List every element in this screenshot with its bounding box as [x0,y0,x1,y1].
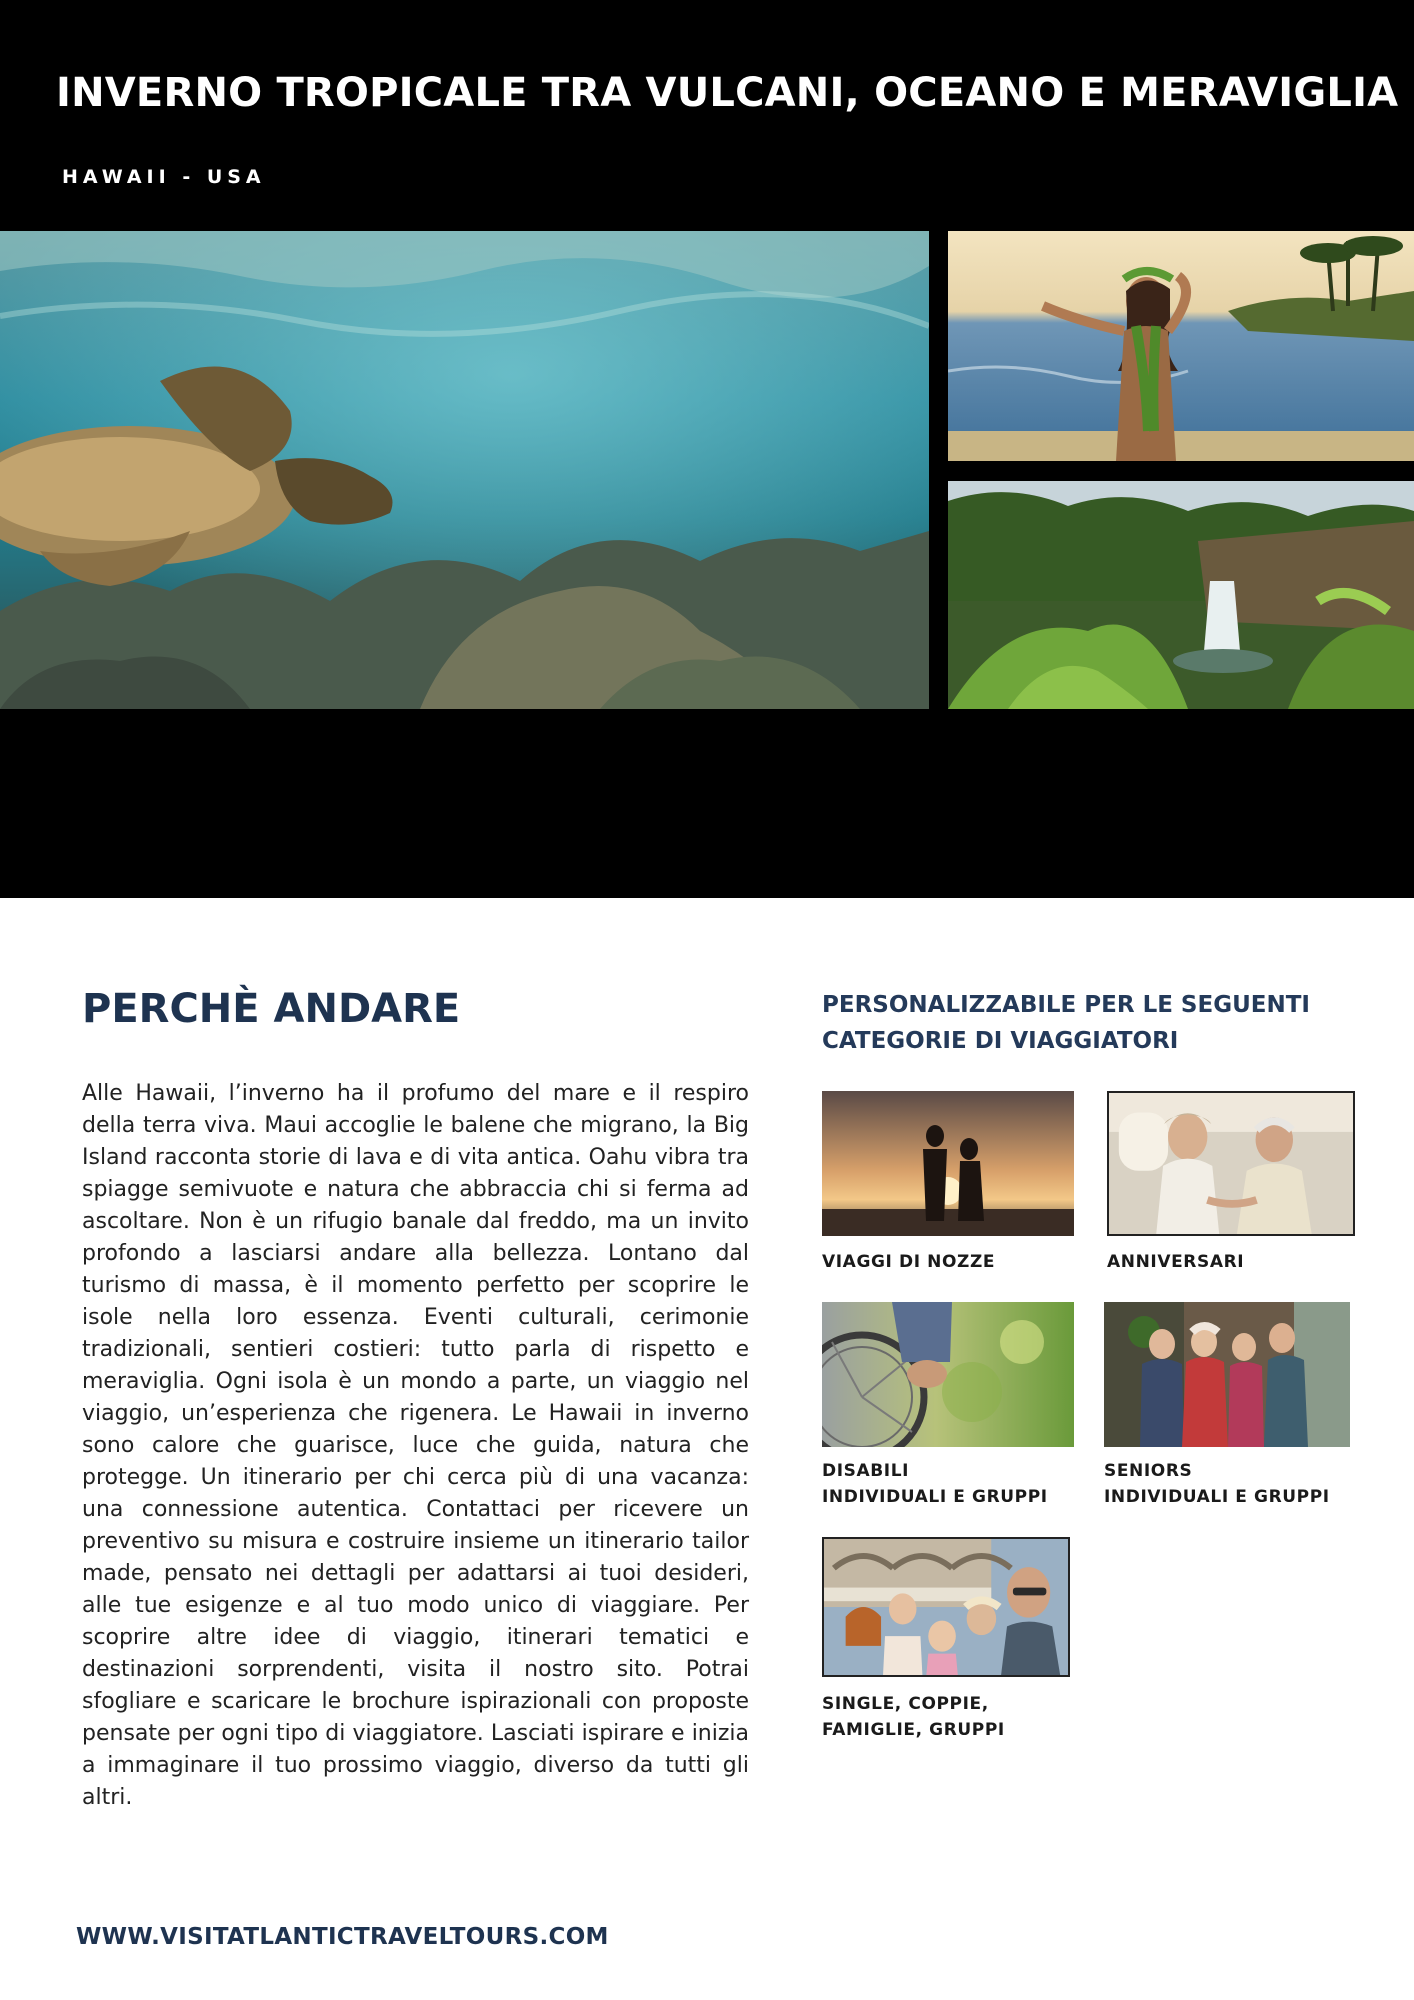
category-singles-families [822,1537,1070,1740]
category-sublabel: INDIVIDUALI E GRUPPI [822,1487,1048,1507]
category-label: ANNIVERSARI [1107,1252,1245,1272]
categories-heading-line1: PERSONALIZZABILE PER LE SEGUENTI [822,992,1310,1018]
category-seniors [1104,1302,1350,1507]
honeymoon-photo [822,1091,1074,1236]
anniversaries-photo [1107,1091,1355,1236]
category-label: DISABILI [822,1461,910,1481]
destination-subtitle: HAWAII - USA [62,166,266,188]
website-link[interactable]: WWW.VISITATLANTICTRAVELTOURS.COM [76,1924,609,1950]
why-go-description: Alle Hawaii, l’inverno ha il profumo del mare e il respiro della terra viva. Maui accoglie le balene che migrano, la Big Island racconta storie di lava e di vita antica. Oahu vibra tra spiagge semivuote e natura che abbraccia chi si ferma ad ascoltare. Non è un rifugio banale dal freddo, ma un invito profondo a lasciarsi andare alla bellezza. Lontano dal turismo di massa, è il momento perfetto per scoprire le isole nella loro essenza. Eventi culturali, cerimonie tradizionali, sentieri costieri: tutto parla di rispetto e meraviglia. Ogni isola è un mondo a parte, un viaggio nel viaggio, un’esperienza che rigenera. Le Hawaii in inverno sono calore che guarisce, luce che guida, natura che protegge. Un itinerario per chi cerca più di una vacanza: una connessione autentica. Contattaci per ricevere un preventivo su misura e costruire insieme un itinerario tailor made, pensato nei dettagli per adattarsi ai tuoi desideri, alle tue esigenze e al tuo modo unico di viaggiare. Per scoprire altre idee di viaggio, itinerari tematici e destinazioni sorprendenti, visita il nostro sito. Potrai sfogliare e scaricare le brochure ispirazionali con proposte pensate per ogni tipo di viaggiatore. Lasciati ispirare e inizia a immaginare il tuo prossimo viaggio, diverso da tutti gli altri. [82,1081,749,1810]
category-honeymoon [822,1091,1074,1272]
category-label: SENIORS [1104,1461,1193,1481]
why-go-heading: PERCHÈ ANDARE [82,986,461,1032]
page-title: INVERNO TROPICALE TRA VULCANI, OCEANO E MERAVIGLIA [56,70,1399,116]
waterfall-photo [948,481,1414,709]
category-sublabel: FAMIGLIE, GRUPPI [822,1720,1005,1740]
categories-heading-line2: CATEGORIE DI VIAGGIATORI [822,1028,1179,1054]
categories-heading [822,987,1342,1059]
seniors-photo [1104,1302,1350,1447]
family-photo [822,1537,1070,1677]
category-label: VIAGGI DI NOZZE [822,1252,996,1272]
category-disabled [822,1302,1074,1507]
hula-dancer-photo [948,231,1414,461]
category-anniversaries [1107,1091,1355,1272]
category-sublabel: INDIVIDUALI E GRUPPI [1104,1487,1330,1507]
category-label: SINGLE, COPPIE, [822,1694,989,1714]
sea-turtle-photo [0,231,929,709]
disabled-travel-photo [822,1302,1074,1447]
